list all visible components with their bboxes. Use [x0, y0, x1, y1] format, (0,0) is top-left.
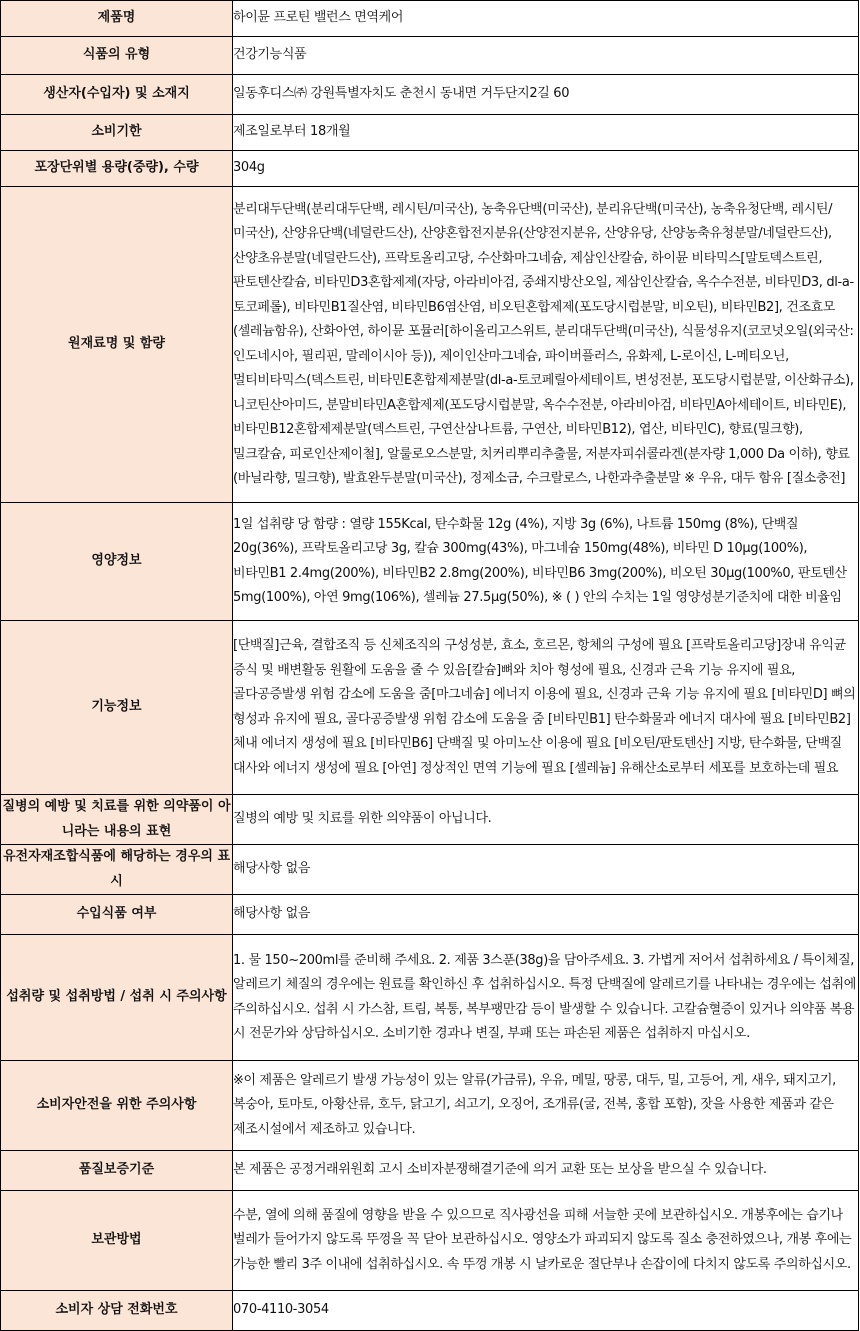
info-row-imported — [1, 895, 859, 935]
row-label: 원재료명 및 함량 — [1, 187, 233, 503]
row-label: 수입식품 여부 — [1, 895, 233, 935]
info-row-food-type — [1, 37, 859, 75]
row-label: 섭취량 및 섭취방법 / 섭취 시 주의사항 — [1, 935, 233, 1061]
row-label: 소비기한 — [1, 115, 233, 151]
row-value: 제조일로부터 18개월 — [233, 115, 859, 151]
row-value: 1일 섭취량 당 함량 : 열량 155Kcal, 탄수화물 12g (4%), 지방 3g (6%), 나트륨 150mg (8%), 단백질 20g(36%), 프락토올리고당 3g, 칼슘 300mg(43%), 마그네슘 150mg(48%), 비타민 D 10μg(100%), 비타민B1 2.4mg(200%), 비타민B2 2.8mg(200%), 비타민B6 3mg(200%), 비오틴 30μg(100%0, 판토텐산 5mg(100%), 아연 9mg(106%), 셀레늄 27.5μg(50%), ※ ( ) 안의 수치는 1일 영양성분기준치에 대한 비율임 — [233, 503, 859, 621]
row-value: 해당사항 없음 — [233, 845, 859, 895]
info-row-volume — [1, 151, 859, 187]
row-value: 질병의 예방 및 치료를 위한 의약품이 아닙니다. — [233, 795, 859, 845]
info-row-expiry — [1, 115, 859, 151]
row-value: 일동후디스㈜ 강원특별자치도 춘천시 동내면 거두단지2길 60 — [233, 75, 859, 115]
row-value: 1. 물 150~200ml를 준비해 주세요. 2. 제품 3스푼(38g)을 담아주세요. 3. 가볍게 저어서 섭취하세요 / 특이체질, 알레르기 체질의 경우에는 원료를 확인하신 후 섭취하십시오. 특정 단백질에 알레르기를 나타내는 경우에는 섭취에 주의하십시오. 섭취 시 가스참, 트림, 복통, 복부팽만감 등이 발생할 수 있습니다. 고칼슘혈증이 있거나 의약품 복용 시 전문가와 상담하십시오. 소비기한 경과나 변질, 부패 또는 파손된 제품은 섭취하지 마십시오. — [233, 935, 859, 1061]
info-row-quality — [1, 1151, 859, 1191]
row-value: 304g — [233, 151, 859, 187]
row-label: 제품명 — [1, 1, 233, 37]
row-label: 식품의 유형 — [1, 37, 233, 75]
info-row-safety — [1, 1061, 859, 1151]
info-row-nutrition — [1, 503, 859, 621]
row-label: 질병의 예방 및 치료를 위한 의약품이 아니라는 내용의 표현 — [1, 795, 233, 845]
info-row-phone — [1, 1291, 859, 1331]
row-label: 소비자 상담 전화번호 — [1, 1291, 233, 1331]
row-label: 생산자(수입자) 및 소재지 — [1, 75, 233, 115]
row-label: 기능정보 — [1, 621, 233, 795]
row-label: 유전자재조합식품에 해당하는 경우의 표시 — [1, 845, 233, 895]
row-label: 보관방법 — [1, 1191, 233, 1291]
info-row-intake — [1, 935, 859, 1061]
row-value: ※이 제품은 알레르기 발생 가능성이 있는 알류(가금류), 우유, 메밀, 땅콩, 대두, 밀, 고등어, 게, 새우, 돼지고기, 복숭아, 토마토, 아황산류, 호두, 닭고기, 쇠고기, 오징어, 조개류(굴, 전복, 홍합 포함), 잣을 사용한 제품과 같은 제조시설에서 제조하고 있습니다. — [233, 1061, 859, 1151]
row-value: 분리대두단백(분리대두단백, 레시틴/미국산), 농축유단백(미국산), 분리유단백(미국산), 농축유청단백, 레시틴/미국산), 산양유단백(네덜란드산), 산양혼합전지분유(산양전지분유, 산양유당, 산양농축유청분말/네덜란드산), 산양초유분말(네덜란드산), 프락토올리고당, 수산화마그네슘, 제삼인산칼슘, 하이뮨 비타믹스[말토덱스트린, 판토텐산칼슘, 비타민D3혼합제제(자당, 아라비아검, 중쇄지방산오일, 제삼인산칼슘, 옥수수전분, 비타민D3, dl-a-토코페롤), 비타민B1질산염, 비타민B6염산염, 비오틴혼합제제(포도당시럽분말, 비오틴), 비타민B2], 건조효모(셀레늄함유), 산화아연, 하이뮨 포뮬러[하이올리고스위트, 분리대두단백(미국산), 식물성유지(코코넛오일(외국산:인도네시아, 필리핀, 말레이시아 등)), 제이인산마그네슘, 파이버플러스, 유화제, L-로이신, L-메티오닌, 멀티비타믹스(덱스트린, 비타민E혼합제제분말(dl-a-토코페릴아세테이트, 변성전분, 포도당시럽분말, 이산화규소), 니코틴산아미드, 분말비타민A혼합제제(포도당시럽분말, 옥수수전분, 아라비아검, 비타민A아세테이트, 비타민E), 비타민B12혼합제제분말(덱스트린, 구연산삼나트륨, 구연산, 비타민B12), 엽산, 비타민C), 향료(밀크향), 밀크칼슘, 피로인산제이철], 알룰로오스분말, 치커리뿌리추출물, 저분자피쉬콜라겐(분자량 1,000 Da 이하), 향료(바닐라향, 밀크향), 발효완두분말(미국산), 정제소금, 수크랄로스, 나한과추출분말 ※ 우유, 대두 함유 [질소충전] — [233, 187, 859, 503]
info-row-storage — [1, 1191, 859, 1291]
row-value: 해당사항 없음 — [233, 895, 859, 935]
info-row-ingredients — [1, 187, 859, 503]
row-label: 영양정보 — [1, 503, 233, 621]
row-value: [단백질]근육, 결합조직 등 신체조직의 구성성분, 효소, 호르몬, 항체의 구성에 필요 [프락토올리고당]장내 유익균 증식 및 배변활동 원활에 도움을 줄 수 있음[칼슘]뼈와 치아 형성에 필요, 신경과 근육 기능 유지에 필요, 골다공증발생 위험 감소에 도움을 줌[마그네슘] 에너지 이용에 필요, 신경과 근육 기능 유지에 필요 [비타민D] 뼈의 형성과 유지에 필요, 골다공증발생 위험 감소에 도움을 줌 [비타민B1] 탄수화물과 에너지 대사에 필요 [비타민B2] 체내 에너지 생성에 필요 [비타민B6] 단백질 및 아미노산 이용에 필요 [비오틴/판토텐산] 지방, 탄수화물, 단백질 대사와 에너지 생성에 필요 [아연] 정상적인 면역 기능에 필요 [셀레늄] 유해산소로부터 세포를 보호하는데 필요 — [233, 621, 859, 795]
row-value: 수분, 열에 의해 품질에 영향을 받을 수 있으므로 직사광선을 피해 서늘한 곳에 보관하십시오. 개봉후에는 습기나 벌레가 들어가지 않도록 뚜껑을 꼭 닫아 보관하십시오. 영양소가 파괴되지 않도록 질소 충전하였으나, 개봉 후에는 가능한 빨리 3주 이내에 섭취하십시오. 속 뚜껑 개봉 시 날카로운 절단부나 손잡이에 다치지 않도록 주의하십시오. — [233, 1191, 859, 1291]
info-row-product-name — [1, 1, 859, 37]
row-value: 하이뮨 프로틴 밸런스 면역케어 — [233, 1, 859, 37]
info-row-manufacturer — [1, 75, 859, 115]
info-row-gmo — [1, 845, 859, 895]
info-row-not-medicine — [1, 795, 859, 845]
row-value: 건강기능식품 — [233, 37, 859, 75]
row-label: 품질보증기준 — [1, 1151, 233, 1191]
row-label: 소비자안전을 위한 주의사항 — [1, 1061, 233, 1151]
row-value: 본 제품은 공정거래위원회 고시 소비자분쟁해결기준에 의거 교환 또는 보상을 받으실 수 있습니다. — [233, 1151, 859, 1191]
info-row-function — [1, 621, 859, 795]
row-value: 070-4110-3054 — [233, 1291, 859, 1331]
row-label: 포장단위별 용량(중량), 수량 — [1, 151, 233, 187]
